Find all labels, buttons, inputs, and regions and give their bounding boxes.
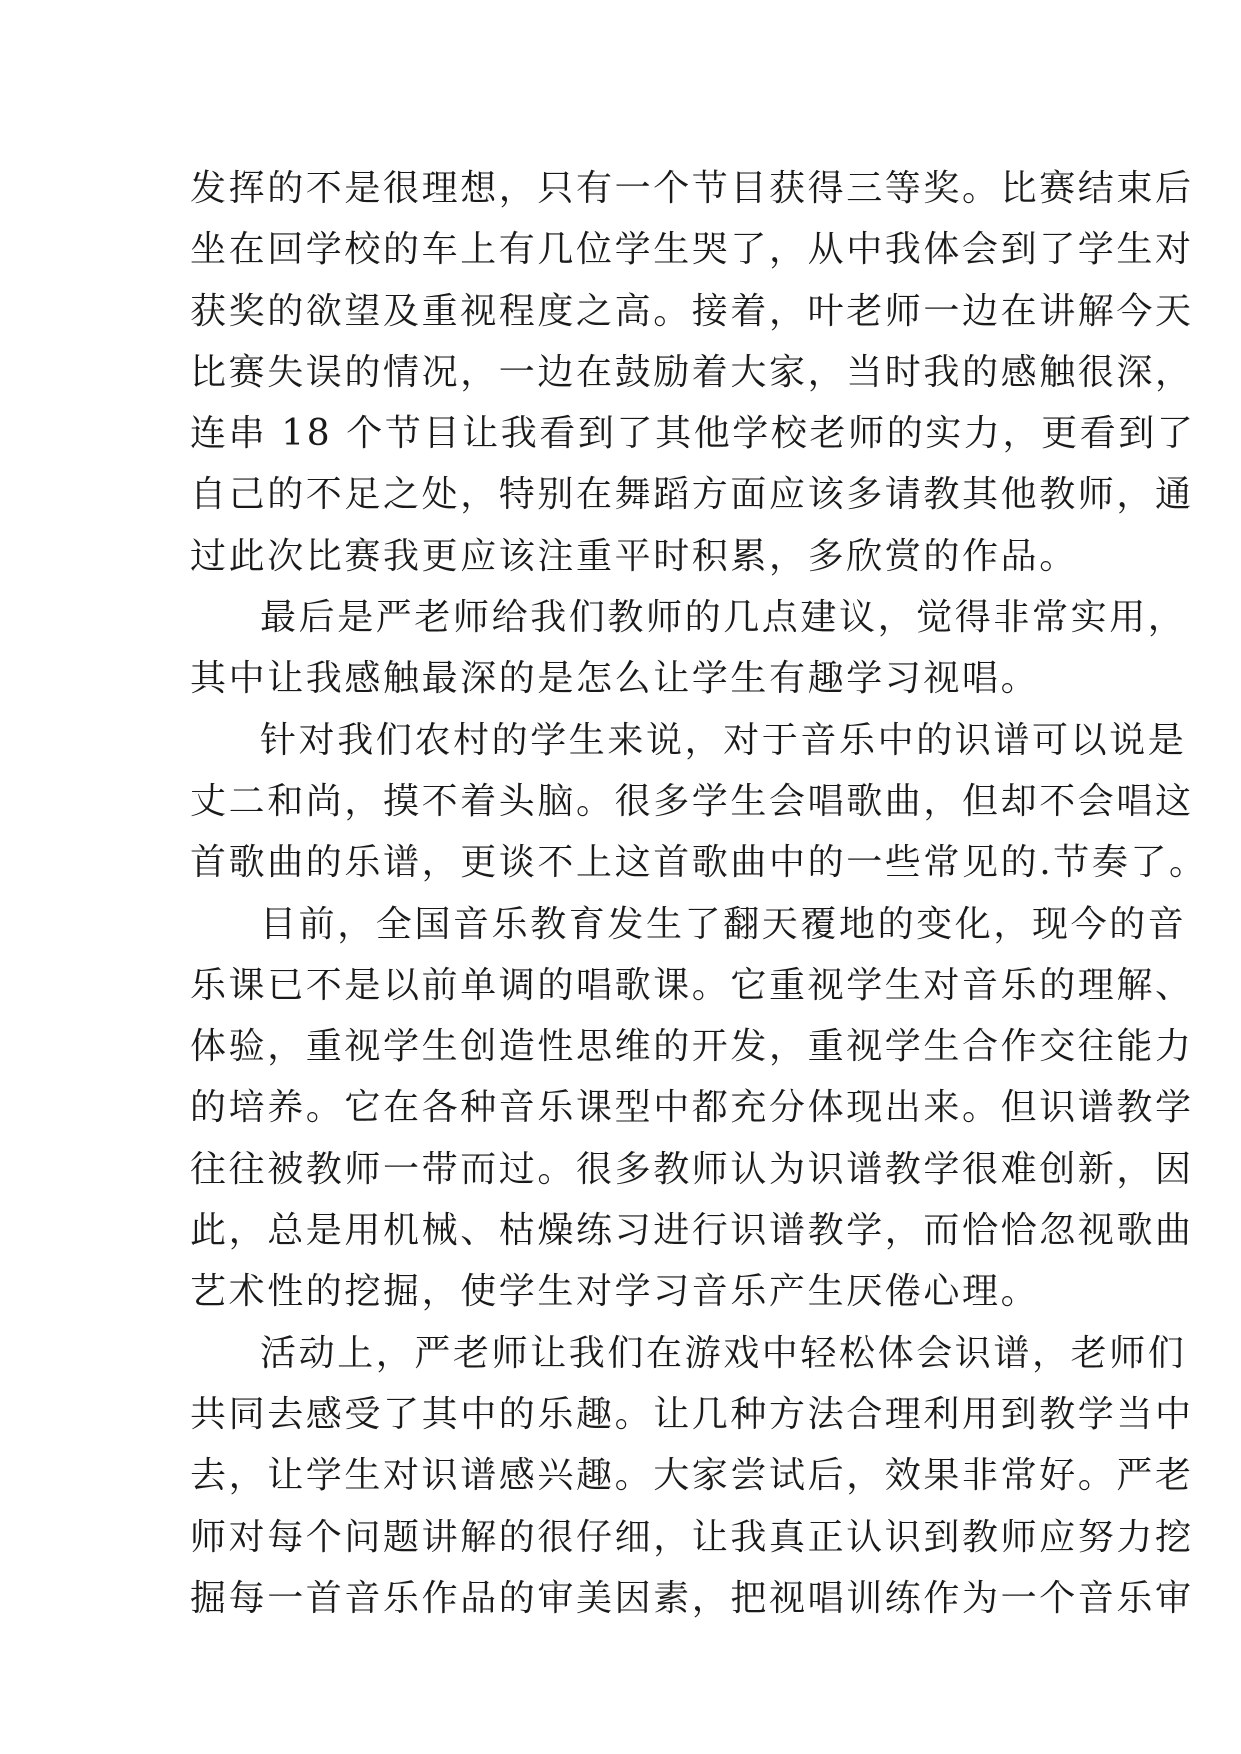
text-line: 比赛失误的情况，一边在鼓励着大家，当时我的感触很深， [190,351,1194,393]
text-line: 过此次比赛我更应该注重平时积累，多欣赏的作品。 [190,535,1078,577]
text-line: 活动上，严老师让我们在游戏中轻松体会识谱，老师们 [260,1332,1187,1374]
text-line: 去，让学生对识谱感兴趣。大家尝试后，效果非常好。严老 [190,1455,1194,1497]
text-line: 艺术性的挖掘，使学生对学习音乐产生厌倦心理。 [190,1271,1040,1313]
body-text [190,158,1208,1629]
text-line: 此，总是用机械、枯燥练习进行识谱教学，而恰恰忽视歌曲 [190,1210,1194,1252]
text-line: 丈二和尚，摸不着头脑。很多学生会唱歌曲，但却不会唱这 [190,780,1194,822]
text-line: 首歌曲的乐谱，更谈不上这首歌曲中的一些常见的.节奏了。 [190,842,1208,884]
text-line: 的培养。它在各种音乐课型中都充分体现出来。但识谱教学 [190,1087,1194,1129]
text-line: 连串 18 个节目让我看到了其他学校老师的实力，更看到了 [190,413,1196,455]
text-line: 发挥的不是很理想，只有一个节目获得三等奖。比赛结束后 [190,168,1194,209]
text-line: 往往被教师一带而过。很多教师认为识谱教学很难创新，因 [190,1148,1194,1190]
text-line: 坐在回学校的车上有几位学生哭了，从中我体会到了学生对 [190,229,1194,271]
text-line: 目前，全国音乐教育发生了翻天覆地的变化，现今的音 [260,903,1187,945]
text-line: 共同去感受了其中的乐趣。让几种方法合理利用到教学当中 [190,1393,1194,1435]
text-line: 乐课已不是以前单调的唱歌课。它重视学生对音乐的理解、 [190,964,1194,1006]
text-line: 掘每一首音乐作品的审美因素，把视唱训练作为一个音乐审 [190,1577,1194,1619]
text-line: 自己的不足之处，特别在舞蹈方面应该多请教其他教师，通 [190,474,1194,516]
text-line: 师对每个问题讲解的很仔细，让我真正认识到教师应努力挖 [190,1516,1194,1558]
text-line: 其中让我感触最深的是怎么让学生有趣学习视唱。 [190,658,1040,700]
text-line: 针对我们农村的学生来说，对于音乐中的识谱可以说是 [260,719,1187,761]
text-line: 体验，重视学生创造性思维的开发，重视学生合作交往能力 [190,1026,1194,1068]
text-line: 获奖的欲望及重视程度之高。接着，叶老师一边在讲解今天 [190,290,1194,332]
text-line: 最后是严老师给我们教师的几点建议，觉得非常实用， [260,597,1187,639]
